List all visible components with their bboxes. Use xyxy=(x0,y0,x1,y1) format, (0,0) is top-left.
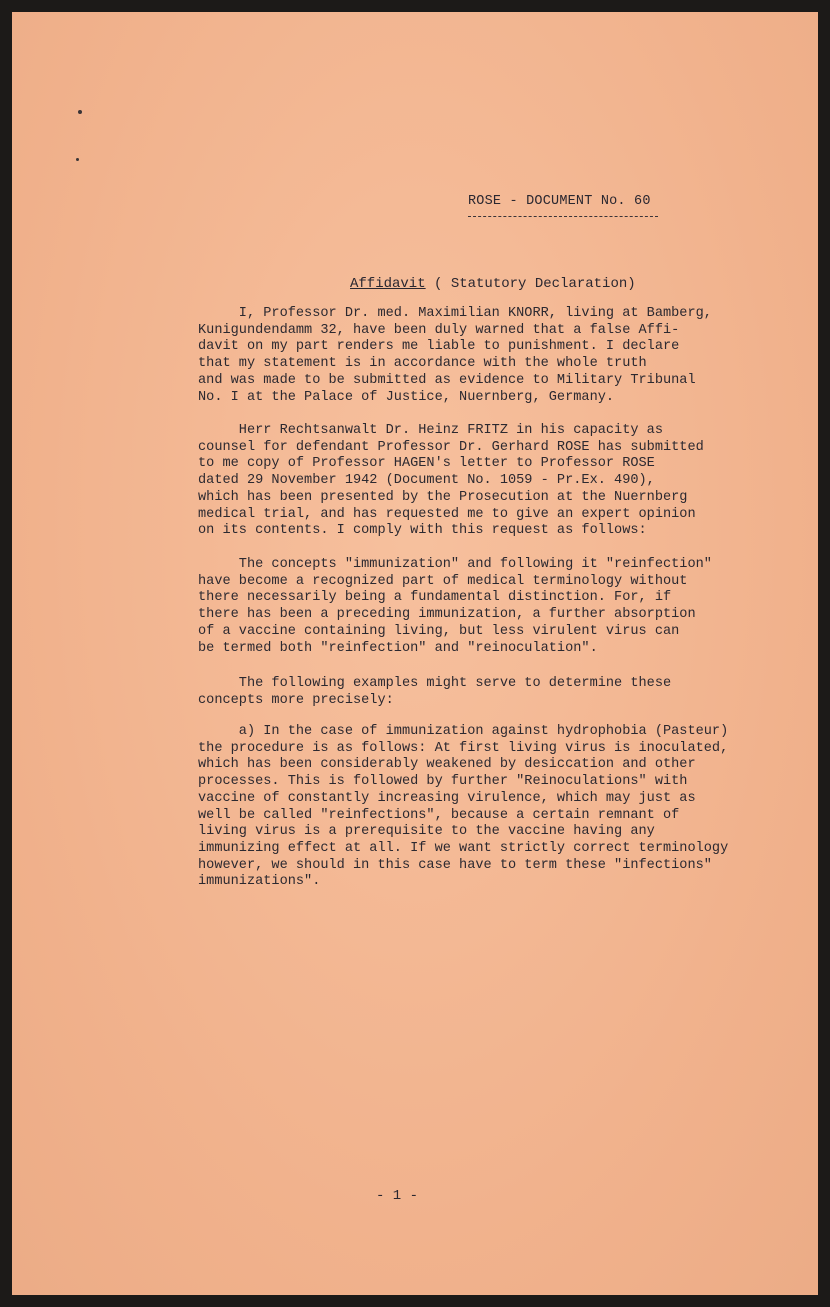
ink-speck xyxy=(78,110,82,114)
paragraph-concepts: The concepts "immunization" and following it "reinfection" have become a recognized part of medical terminology without there necessarily being a fundamental distinction. For, if there has been a preceding immunization, a further absorption of a vaccine containing living, but less virulent virus can be termed both "reinfection" and "reinoculation". xyxy=(198,557,712,656)
title-subtitle: ( Statutory Declaration) xyxy=(425,276,636,292)
page-number: - 1 - xyxy=(376,1188,419,1204)
document-header: ROSE - DOCUMENT No. 60 xyxy=(468,194,651,209)
affidavit-title xyxy=(350,276,636,292)
paragraph-example-a: a) In the case of immunization against hydrophobia (Pasteur) the procedure is as follows: At first living virus is inoculated, which has been considerably weakened by desiccation and other processes. This is followed by further "Reinoculations" with vaccine of constantly increasing virulence, which may just as well be called "reinfections", because a certain remnant of living virus is a prerequisite to the vaccine having any immunizing effect at all. If we want strictly correct terminology however, we should in this case have to term these "infections" immunizations". xyxy=(198,724,729,890)
header-underline xyxy=(468,216,658,217)
ink-speck xyxy=(76,158,79,161)
paragraph-declaration: I, Professor Dr. med. Maximilian KNORR, living at Bamberg, Kunigundendamm 32, have been duly warned that a false Affi- davit on my part renders me liable to punishment. I declare that my statement is in accordance with the whole truth and was made to be submitted as evidence to Military Tribunal No. I at the Palace of Justice, Nuernberg, Germany. xyxy=(198,306,712,405)
paragraph-request: Herr Rechtsanwalt Dr. Heinz FRITZ in his capacity as counsel for defendant Professor Dr. Gerhard ROSE has submitted to me copy of Professor HAGEN's letter to Professor ROSE dated 29 November 1942 (Document No. 1059 - Pr.Ex. 490), which has been presented by the Prosecution at the Nuernberg medical trial, and has requested me to give an expert opinion on its contents. I comply with this request as follows: xyxy=(198,423,704,539)
title-underlined: Affidavit xyxy=(350,276,426,292)
paragraph-examples-intro: The following examples might serve to determine these concepts more precisely: xyxy=(198,676,672,708)
document-page xyxy=(12,12,818,1295)
